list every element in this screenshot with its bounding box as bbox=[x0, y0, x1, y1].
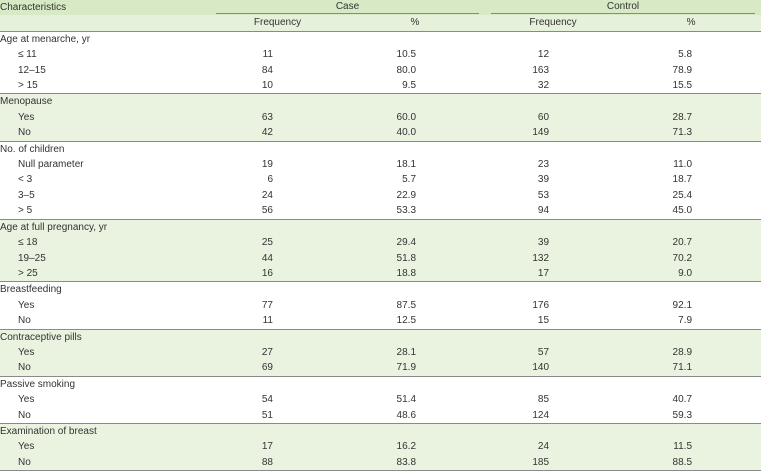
control-frequency-cell: 53 bbox=[537, 189, 550, 201]
control-percent-cell: 78.9 bbox=[672, 64, 693, 76]
section-title: Age at menarche, yr bbox=[0, 31, 761, 47]
control-percent-cell: 7.9 bbox=[678, 315, 693, 327]
section-title: Passive smoking bbox=[0, 376, 761, 392]
case-frequency-cell: 69 bbox=[261, 362, 273, 374]
case-percent-cell: 12.5 bbox=[396, 315, 417, 327]
case-percent-cell: 28.1 bbox=[396, 346, 417, 358]
control-frequency-cell: 39 bbox=[537, 174, 550, 186]
control-percent-cell: 40.7 bbox=[672, 394, 693, 406]
table-body bbox=[0, 31, 761, 470]
row-label: > 25 bbox=[18, 267, 38, 279]
control-percent-cell: 18.7 bbox=[672, 174, 693, 186]
table-row bbox=[0, 345, 761, 360]
case-percent-cell: 10.5 bbox=[396, 49, 417, 61]
row-label: Null parameter bbox=[18, 159, 84, 171]
case-percent-cell: 18.1 bbox=[396, 159, 417, 171]
row-label: No bbox=[0, 455, 210, 471]
case-percent-cell: 22.9 bbox=[396, 189, 417, 201]
table-row bbox=[0, 47, 761, 62]
case-frequency-cell: 16 bbox=[261, 267, 273, 279]
case-frequency-header: Frequency bbox=[253, 17, 302, 29]
case-frequency-cell: 84 bbox=[261, 64, 273, 76]
case-percent-cell: 60.0 bbox=[396, 111, 417, 123]
table-row bbox=[0, 439, 761, 454]
table-row bbox=[0, 125, 761, 141]
case-frequency-cell: 27 bbox=[261, 346, 273, 358]
case-frequency-cell: 17 bbox=[261, 441, 273, 453]
case-percent-cell: 80.0 bbox=[396, 64, 417, 76]
row-label: 12–15 bbox=[18, 64, 46, 76]
case-percent-cell: 40.0 bbox=[396, 127, 417, 139]
case-header: Case bbox=[210, 0, 485, 15]
header-row-groups bbox=[0, 0, 761, 15]
table-row bbox=[0, 298, 761, 313]
section-title-row bbox=[0, 31, 761, 47]
control-percent-cell: 11.5 bbox=[673, 441, 693, 453]
case-frequency-cell: 42 bbox=[261, 127, 273, 139]
case-percent-cell: 53.3 bbox=[396, 205, 417, 217]
case-frequency-cell: 77 bbox=[261, 299, 273, 311]
section-title: Breastfeeding bbox=[0, 282, 761, 298]
table-row bbox=[0, 157, 761, 172]
control-percent-cell: 70.2 bbox=[672, 252, 693, 264]
table-row bbox=[0, 251, 761, 266]
case-frequency-cell: 6 bbox=[267, 174, 273, 186]
control-frequency-cell: 176 bbox=[532, 299, 550, 311]
case-percent-cell: 51.4 bbox=[396, 394, 417, 406]
control-frequency-cell: 39 bbox=[537, 237, 550, 249]
section-title: No. of children bbox=[0, 141, 761, 157]
row-label: ≤ 11 bbox=[18, 49, 37, 61]
control-percent-cell: 28.9 bbox=[672, 346, 693, 358]
control-percent-header: % bbox=[686, 17, 696, 29]
table-row bbox=[0, 172, 761, 187]
case-frequency-cell: 44 bbox=[261, 252, 273, 264]
control-frequency-cell: 124 bbox=[532, 409, 550, 421]
case-percent-cell: 48.6 bbox=[396, 409, 417, 421]
table-row bbox=[0, 110, 761, 125]
table-row bbox=[0, 266, 761, 282]
row-label: > 5 bbox=[18, 205, 33, 217]
control-percent-cell: 88.5 bbox=[621, 455, 761, 471]
case-percent-cell: 87.5 bbox=[396, 299, 417, 311]
control-frequency-cell: 23 bbox=[537, 159, 550, 171]
section-title-row bbox=[0, 282, 761, 298]
header-row-columns bbox=[0, 15, 761, 31]
case-percent-cell: 5.7 bbox=[402, 174, 417, 186]
table-row bbox=[0, 408, 761, 424]
case-frequency-cell: 63 bbox=[261, 111, 273, 123]
control-frequency-cell: 163 bbox=[532, 64, 550, 76]
case-frequency-cell: 51 bbox=[261, 409, 273, 421]
section-title: Examination of breast bbox=[0, 423, 761, 439]
section-title: Contraceptive pills bbox=[0, 329, 761, 345]
case-percent-cell: 18.8 bbox=[396, 267, 417, 279]
table-row bbox=[0, 203, 761, 219]
case-percent-cell: 83.8 bbox=[345, 455, 485, 471]
table-row bbox=[0, 392, 761, 407]
section-title-row bbox=[0, 94, 761, 110]
table-row bbox=[0, 235, 761, 250]
row-label: < 3 bbox=[18, 174, 33, 186]
table-row bbox=[0, 360, 761, 376]
control-frequency-cell: 185 bbox=[485, 455, 621, 471]
control-frequency-cell: 17 bbox=[537, 267, 550, 279]
case-percent-header: % bbox=[410, 17, 420, 29]
row-label: Yes bbox=[18, 394, 35, 406]
case-frequency-cell: 24 bbox=[261, 189, 273, 201]
case-percent-cell: 71.9 bbox=[396, 362, 417, 374]
case-frequency-cell: 88 bbox=[210, 455, 345, 471]
case-frequency-cell: 54 bbox=[261, 394, 273, 406]
case-percent-cell: 9.5 bbox=[402, 80, 417, 92]
section-title-row bbox=[0, 141, 761, 157]
row-label: Yes bbox=[18, 441, 35, 453]
section-title-row bbox=[0, 219, 761, 235]
case-frequency-cell: 19 bbox=[261, 159, 273, 171]
row-label: Yes bbox=[18, 346, 35, 358]
control-frequency-cell: 140 bbox=[532, 362, 550, 374]
case-frequency-cell: 25 bbox=[261, 237, 273, 249]
control-percent-cell: 25.4 bbox=[672, 189, 693, 201]
row-label: No bbox=[18, 409, 31, 421]
case-percent-cell: 29.4 bbox=[396, 237, 417, 249]
case-frequency-cell: 56 bbox=[261, 205, 273, 217]
section-title-row bbox=[0, 329, 761, 345]
row-label: ≤ 18 bbox=[18, 237, 38, 249]
control-frequency-cell: 60 bbox=[537, 111, 550, 123]
control-frequency-header: Frequency bbox=[529, 17, 577, 29]
control-header: Control bbox=[485, 0, 761, 15]
control-percent-cell: 9.0 bbox=[678, 267, 693, 279]
row-label: Yes bbox=[18, 299, 35, 311]
row-label: 3–5 bbox=[18, 189, 35, 201]
case-frequency-cell: 11 bbox=[262, 315, 273, 327]
row-label: No bbox=[18, 362, 31, 374]
table-row bbox=[0, 313, 761, 329]
characteristics-header: Characteristics bbox=[0, 2, 67, 13]
case-percent-cell: 16.2 bbox=[396, 441, 417, 453]
row-label: Yes bbox=[18, 111, 35, 123]
control-frequency-cell: 57 bbox=[537, 346, 550, 358]
control-percent-cell: 92.1 bbox=[672, 299, 693, 311]
case-frequency-cell: 11 bbox=[262, 49, 273, 61]
control-frequency-cell: 132 bbox=[532, 252, 550, 264]
control-frequency-cell: 15 bbox=[537, 315, 550, 327]
control-percent-cell: 59.3 bbox=[672, 409, 693, 421]
row-label: No bbox=[18, 315, 31, 327]
control-percent-cell: 11.0 bbox=[673, 159, 693, 171]
control-percent-cell: 45.0 bbox=[672, 205, 693, 217]
control-frequency-cell: 12 bbox=[537, 49, 550, 61]
table-row bbox=[0, 63, 761, 78]
control-frequency-cell: 94 bbox=[537, 205, 550, 217]
row-label: > 15 bbox=[18, 80, 38, 92]
section-title-row bbox=[0, 376, 761, 392]
table-row bbox=[0, 78, 761, 94]
case-frequency-cell: 10 bbox=[261, 80, 273, 92]
control-frequency-cell: 24 bbox=[537, 441, 550, 453]
section-title: Menopause bbox=[0, 94, 761, 110]
control-frequency-cell: 32 bbox=[537, 80, 550, 92]
blank-header bbox=[0, 15, 210, 31]
row-label: No bbox=[18, 127, 31, 139]
table-row bbox=[0, 188, 761, 203]
control-percent-cell: 71.3 bbox=[672, 127, 693, 139]
row-label: 19–25 bbox=[18, 252, 46, 264]
control-percent-cell: 71.1 bbox=[672, 362, 693, 374]
control-percent-cell: 28.7 bbox=[672, 111, 693, 123]
section-title: Age at full pregnancy, yr bbox=[0, 219, 761, 235]
control-percent-cell: 20.7 bbox=[672, 237, 693, 249]
control-frequency-cell: 85 bbox=[537, 394, 550, 406]
control-percent-cell: 5.8 bbox=[678, 49, 693, 61]
section-title-row bbox=[0, 423, 761, 439]
case-percent-cell: 51.8 bbox=[396, 252, 417, 264]
control-percent-cell: 15.5 bbox=[672, 80, 693, 92]
control-frequency-cell: 149 bbox=[532, 127, 550, 139]
